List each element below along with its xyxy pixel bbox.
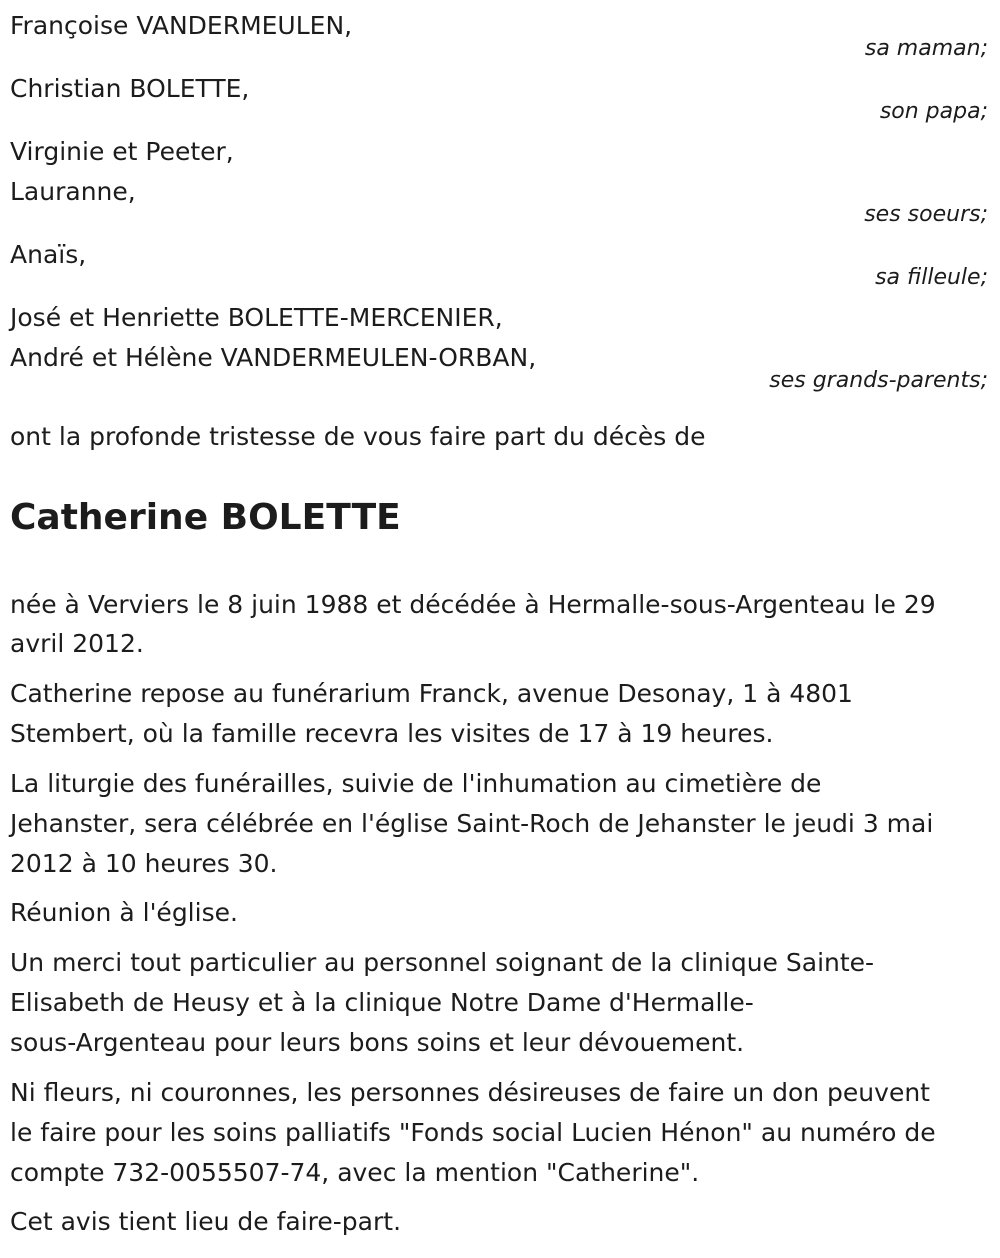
grandparents-name-1: José et Henriette BOLETTE-MERCENIER, [10,303,503,332]
thanks-line-1: Un merci tout particulier au personnel soignant de la clinique Sainte- [10,948,875,977]
donations-line-1: Ni fleurs, ni couronnes, les personnes désireuses de faire un don peuvent [10,1078,930,1107]
closing-line: Cet avis tient lieu de faire-part. [10,1207,402,1236]
goddaughter-relation: sa filleule; [875,265,988,290]
birth-death-line-2: avril 2012. [10,629,144,658]
father-relation: son papa; [879,99,988,124]
grandparents-name-2: André et Hélène VANDERMEULEN-ORBAN, [10,343,537,372]
donations-line-2: le faire pour les soins palliatifs "Fonds social Lucien Hénon" au numéro de [10,1118,936,1147]
reunion-line: Réunion à l'église. [10,898,238,927]
donations-line-3: compte 732-0055507-74, avec la mention "Catherine". [10,1158,700,1187]
liturgy-line-1: La liturgie des funérailles, suivie de l'inhumation au cimetière de [10,769,822,798]
liturgy-line-2: Jehanster, sera célébrée en l'église Saint-Roch de Jehanster le jeudi 3 mai [10,809,934,838]
birth-death-line-1: née à Verviers le 8 juin 1988 et décédée à Hermalle-sous-Argenteau le 29 [10,590,936,619]
thanks-line-3: sous-Argenteau pour leurs bons soins et leur dévouement. [10,1028,745,1057]
mother-name: Françoise VANDERMEULEN, [10,11,353,40]
deceased-name: Catherine BOLETTE [10,497,401,538]
repose-line-2: Stembert, où la famille recevra les visites de 17 à 19 heures. [10,719,774,748]
grandparents-relation: ses grands-parents; [769,368,988,393]
father-name: Christian BOLETTE, [10,74,250,103]
goddaughter-name: Anaïs, [10,240,87,269]
announcement-text: ont la profonde tristesse de vous faire part du décès de [10,422,706,451]
repose-line-1: Catherine repose au funérarium Franck, avenue Desonay, 1 à 4801 [10,679,853,708]
sister-name-1: Virginie et Peeter, [10,137,234,166]
liturgy-line-3: 2012 à 10 heures 30. [10,849,278,878]
thanks-line-2: Elisabeth de Heusy et à la clinique Notre Dame d'Hermalle- [10,988,754,1017]
mother-relation: sa maman; [864,36,988,61]
sister-name-2: Lauranne, [10,177,136,206]
sisters-relation: ses soeurs; [864,202,988,227]
